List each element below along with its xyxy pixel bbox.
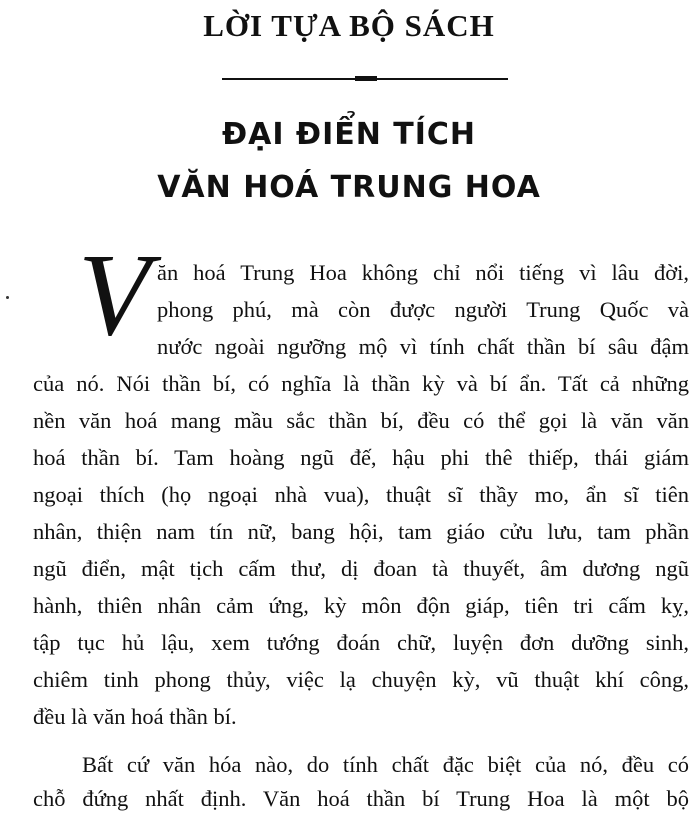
drop-cap: V — [78, 229, 151, 360]
paragraph-line: chiêm tinh phong thủy, việc lạ chuyện kỳ, vũ thuật khí công, — [33, 667, 689, 692]
preface-heading: LỜI TỰA BỘ SÁCH — [203, 8, 495, 43]
paragraph-line: Bất cứ văn hóa nào, do tính chất đặc biệt của nó, đều có — [82, 752, 689, 777]
divider-ornament — [355, 76, 377, 81]
paragraph-line: ăn hoá Trung Hoa không chỉ nổi tiếng vì lâu đời, — [157, 260, 689, 285]
paragraph-line: đều là văn hoá thần bí. — [33, 704, 237, 729]
paragraph-line: hoá thần bí. Tam hoàng ngũ đế, hậu phi thê thiếp, thái giám — [33, 445, 689, 470]
paragraph-line: tập tục hủ lậu, xem tướng đoán chữ, luyện đơn dưỡng sinh, — [33, 630, 689, 655]
book-title-line-1: ĐẠI ĐIỂN TÍCH — [221, 117, 477, 152]
print-speck — [6, 296, 9, 299]
paragraph-line: nước ngoài ngưỡng mộ vì tính chất thần bí sâu đậm — [157, 334, 689, 359]
paragraph-line: phong phú, mà còn được người Trung Quốc và — [157, 297, 689, 322]
paragraph-line: nhân, thiện nam tín nữ, bang hội, tam giáo cửu lưu, tam phần — [33, 519, 689, 544]
paragraph-line: ngũ điển, mật tịch cấm thư, dị đoan tà thuyết, âm dương ngũ — [33, 556, 689, 581]
paragraph-line: của nó. Nói thần bí, có nghĩa là thần kỳ và bí ẩn. Tất cả những — [33, 371, 689, 396]
paragraph-line: ngoại thích (họ ngoại nhà vua), thuật sĩ thầy mo, ẩn sĩ tiên — [33, 482, 689, 507]
paragraph-line: hành, thiên nhân cảm ứng, kỳ môn độn giáp, tiên tri cấm kỵ, — [33, 593, 689, 618]
book-title-line-2: VĂN HOÁ TRUNG HOA — [157, 170, 541, 205]
paragraph-line: chỗ đứng nhất định. Văn hoá thần bí Trung Hoa là một bộ — [33, 786, 689, 811]
paragraph-line: nền văn hoá mang mầu sắc thần bí, đều có thể gọi là văn văn — [33, 408, 689, 433]
